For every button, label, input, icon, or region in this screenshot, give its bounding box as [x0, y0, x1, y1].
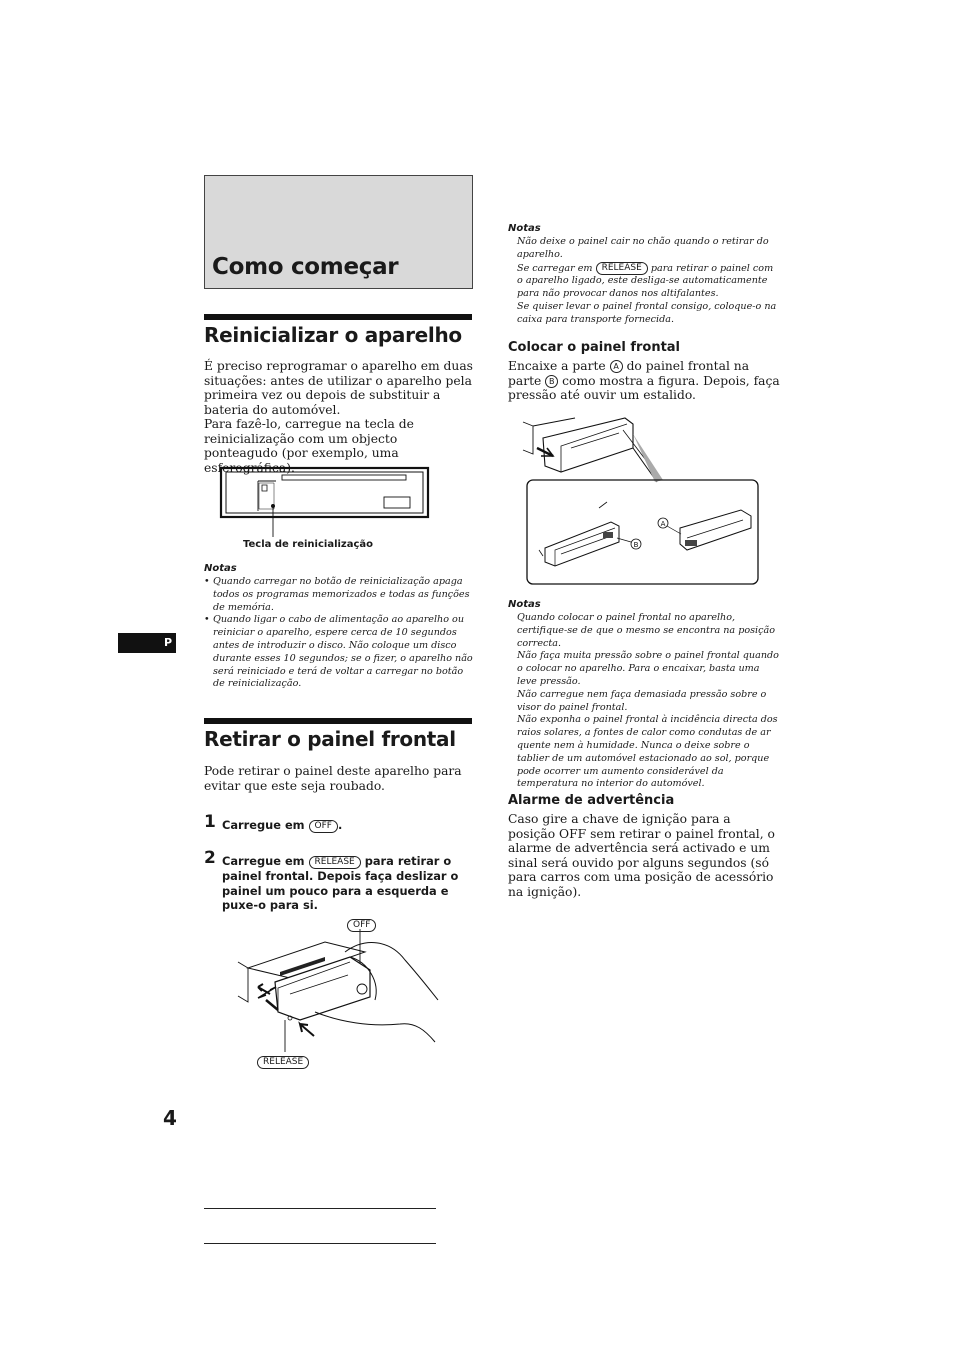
attach-text-mid: do painel frontal na parte — [508, 359, 750, 388]
reset-paragraph-1: É preciso reprogramar o aparelho em duas situações: antes de utilizar o aparelho pela primeira vez ou depois de substituir a bateria do automóvel. — [204, 359, 473, 417]
right-notes — [517, 236, 779, 327]
right-note-2-post: para retirar o painel com o aparelho ligado, este desliga-se automaticamente para não provocar danos nos altifalantes. — [517, 262, 774, 300]
footer-rule — [204, 1243, 436, 1244]
attach-text-post: como mostra a figura. Depois, faça pressão até ouvir um estalido. — [508, 373, 780, 402]
step-1-number: 1 — [204, 812, 216, 832]
section-rule — [204, 718, 472, 724]
part-b-marker: B — [545, 375, 558, 388]
attach-text-pre: Encaixe a parte — [508, 359, 606, 373]
chapter-title: Como começar — [212, 254, 399, 280]
reset-text — [204, 359, 474, 475]
reset-paragraph-2: Para fazê-lo, carregue na tecla de reinicialização com um objecto ponteagudo (por exemplo, uma esferográfica). — [204, 417, 414, 475]
remove-heading: Retirar o painel frontal — [204, 727, 456, 751]
step-2-post: para retirar o painel frontal. Depois faça deslizar o painel um pouco para a esquerda e puxe-o para si. — [222, 854, 459, 912]
step-2-pre: Carregue em — [222, 854, 305, 868]
step-2-number: 2 — [204, 848, 216, 868]
attach-notes-heading: Notas — [508, 599, 541, 610]
language-tab-label: P — [163, 636, 172, 649]
right-note-2-pre: Se carregar em — [517, 262, 593, 274]
section-rule — [204, 314, 472, 320]
language-tab — [118, 633, 176, 653]
step-1-text — [222, 818, 474, 833]
attach-note: Não exponha o painel frontal à incidência directa dos raios solares, a fontes de calor como condutas de ar quente nem à humidade. Nunca o deixe sobre o tablier de um automóvel estacionado ao sol, porque pode ocorrer um aumento considerável da temperatura no interior do automóvel. — [517, 714, 778, 790]
attach-note: Não carregue nem faça demasiada pressão sobre o visor do painel frontal. — [517, 688, 767, 713]
svg-text:B: B — [633, 541, 639, 549]
step-1-post: . — [337, 818, 343, 832]
part-a-marker: A — [610, 360, 623, 373]
footer-rule — [204, 1208, 436, 1209]
alarm-text: Caso gire a chave de ignição para a posição OFF sem retirar o painel frontal, o alarme de advertência será activado e um sinal será ouvido por alguns segundos (só para carros com uma posição de acessório na ignição). — [508, 812, 775, 899]
reset-notes-list — [204, 576, 474, 691]
list-item: • Quando ligar o cabo de alimentação ao aparelho ou reiniciar o aparelho, espere cerca de 10 segundos antes de introduzir o disco. Não coloque um disco durante esses 10 segundos; se o fizer, o aparelho não será reiniciado e terá de voltar a carregar no botão de reinicialização. — [204, 614, 474, 691]
figure-release-label — [257, 1050, 309, 1069]
release-key: RELEASE — [257, 1056, 309, 1069]
attach-notes — [517, 612, 779, 791]
right-note-2 — [517, 262, 779, 301]
attach-note: Não faça muita pressão sobre o painel frontal quando o colocar no aparelho. Para o encaixar, basta uma leve pressão. — [517, 650, 779, 687]
reset-figure-label: Tecla de reinicialização — [243, 539, 374, 550]
attach-note: Quando colocar o painel frontal no aparelho, certifique-se de que o mesmo se encontra na posição correcta. — [517, 612, 775, 649]
alarm-heading: Alarme de advertência — [508, 793, 675, 808]
step-1-pre: Carregue em — [222, 818, 305, 832]
release-key: RELEASE — [596, 262, 648, 275]
remove-intro: Pode retirar o painel deste aparelho para evitar que este seja roubado. — [204, 764, 462, 793]
figure-off-label — [347, 913, 376, 932]
remove-panel-figure — [230, 912, 445, 1067]
off-key: OFF — [347, 919, 376, 932]
page-number: 4 — [163, 1106, 177, 1130]
chapter-title-box — [204, 175, 473, 289]
svg-text:A: A — [660, 520, 666, 528]
step-2-text — [222, 854, 474, 913]
attach-panel-figure — [515, 410, 765, 590]
attach-text — [508, 359, 780, 403]
off-key: OFF — [309, 820, 338, 833]
list-item: • Quando carregar no botão de reinicialização apaga todos os programas memorizados e todas as funções de memória. — [204, 576, 474, 614]
release-key: RELEASE — [309, 856, 361, 869]
reset-heading: Reinicializar o aparelho — [204, 323, 462, 347]
right-note-1: Não deixe o painel cair no chão quando o retirar do aparelho. — [517, 236, 769, 260]
attach-heading: Colocar o painel frontal — [508, 340, 681, 355]
reset-notes-heading: Notas — [204, 563, 237, 574]
right-notes-heading: Notas — [508, 223, 541, 234]
right-note-3: Se quiser levar o painel frontal consigo, coloque-o na caixa para transporte fornecida. — [517, 300, 777, 325]
